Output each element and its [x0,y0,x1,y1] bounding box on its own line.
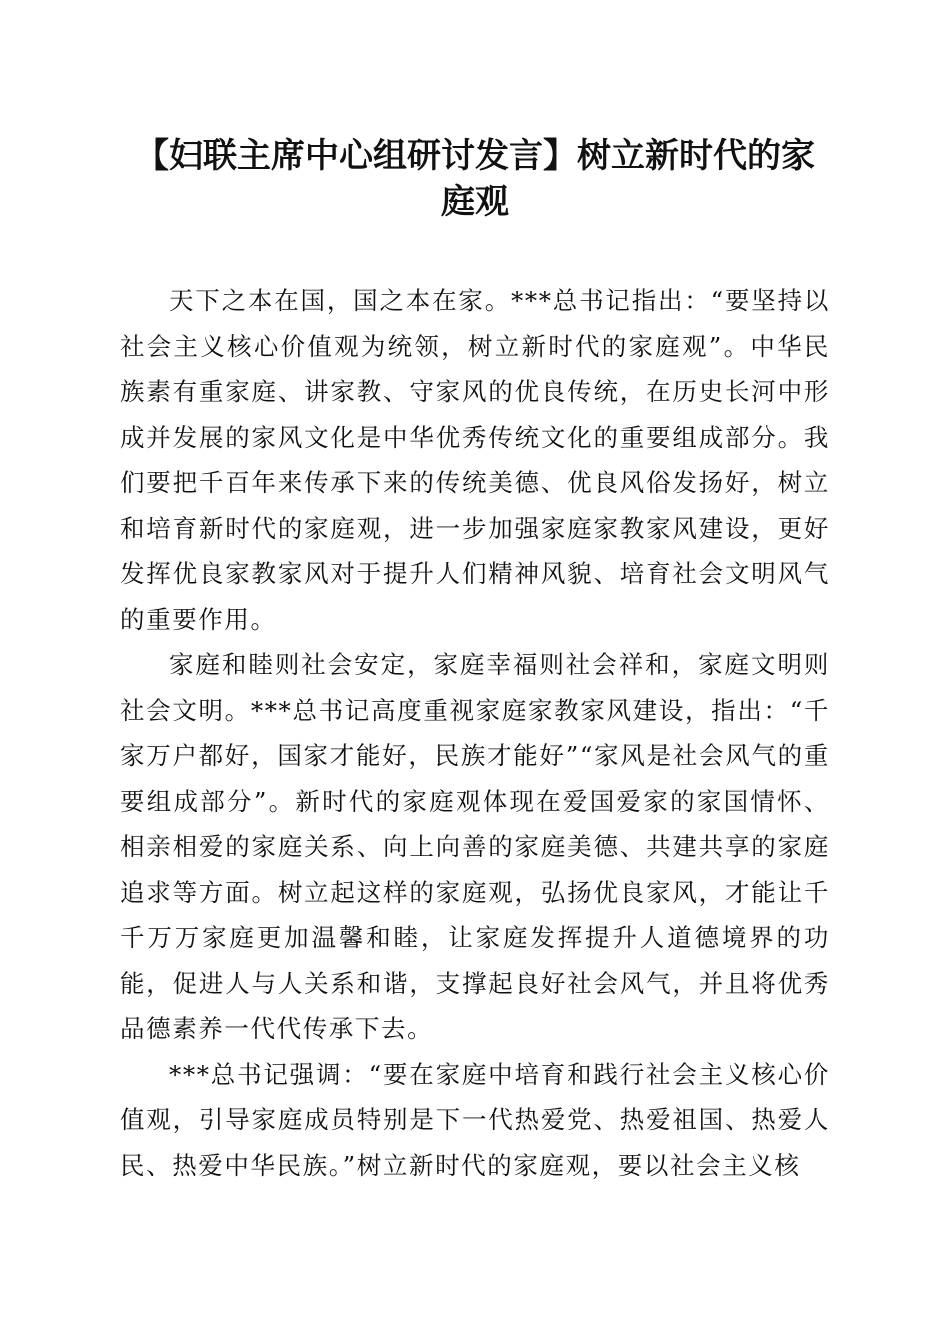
document-title [110,133,840,225]
title-line-2: 庭观 [441,182,509,222]
title-line-1: 【妇联主席中心组研讨发言】树立新时代的家 [135,136,815,176]
paragraph-2: 家庭和睦则社会安定，家庭幸福则社会祥和，家庭文明则社会文明。***总书记高度重视家庭家教家风建设，指出：“千家万户都好，国家才能好，民族才能好”“家风是社会风气的重要组成部分”。新时代的家庭观体现在爱国爱家的家国情怀、相亲相爱的家庭关系、向上向善的家庭美德、共建共享的家庭追求等方面。树立起这样的家庭观，弘扬优良家风，才能让千千万万家庭更加温馨和睦，让家庭发挥提升人道德境界的功能，促进人与人关系和谐，支撑起良好社会风气，并且将优秀品德素养一代代传承下去。 [120,650,830,1043]
paragraph-1: 天下之本在国，国之本在家。***总书记指出：“要坚持以社会主义核心价值观为统领，树立新时代的家庭观”。中华民族素有重家庭、讲家教、守家风的优良传统，在历史长河中形成并发展的家风文化是中华优秀传统文化的重要组成部分。我们要把千百年来传承下来的传统美德、优良风俗发扬好，树立和培育新时代的家庭观，进一步加强家庭家教家风建设，更好发挥优良家教家风对于提升人们精神风貌、培育社会文明风气的重要作用。 [120,286,830,634]
document-body [120,278,830,1188]
paragraph-3: ***总书记强调：“要在家庭中培育和践行社会主义核心价值观，引导家庭成员特别是下一代热爱党、热爱祖国、热爱人民、热爱中华民族。”树立新时代的家庭观，要以社会主义核 [120,1059,830,1180]
